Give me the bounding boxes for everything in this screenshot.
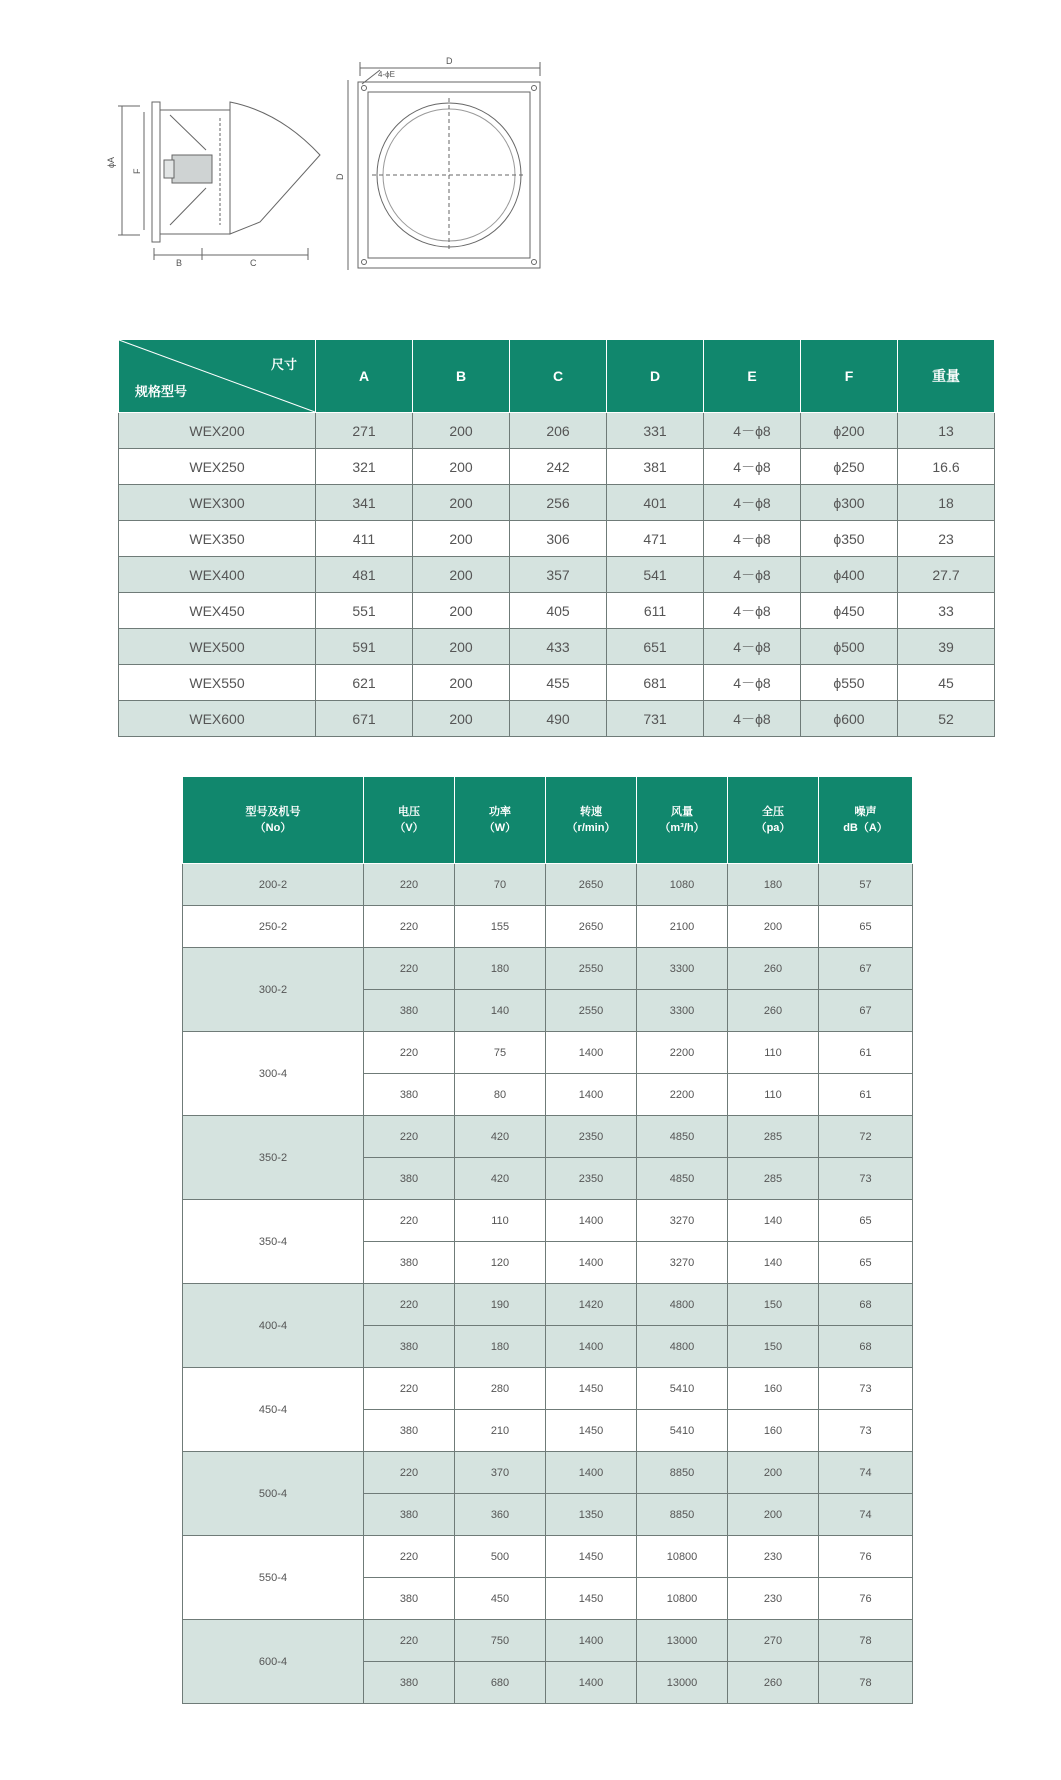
table-cell: 4－ϕ8 [704, 593, 801, 629]
table-cell: 65 [819, 1242, 913, 1284]
table-row [119, 449, 995, 485]
side-view [118, 102, 320, 260]
label-f: F [132, 168, 142, 174]
model-cell: 450-4 [183, 1368, 364, 1452]
table-cell: 74 [819, 1452, 913, 1494]
table-cell: 65 [819, 906, 913, 948]
model-cell: 500-4 [183, 1452, 364, 1536]
table-cell: 380 [364, 1410, 455, 1452]
table-cell: 67 [819, 990, 913, 1032]
dimension-header-row [119, 340, 995, 413]
table-cell: 4－ϕ8 [704, 521, 801, 557]
model-cell: 600-4 [183, 1620, 364, 1704]
dimension-corner-header [119, 340, 316, 413]
table-cell: 380 [364, 1242, 455, 1284]
table-cell: 450 [455, 1578, 546, 1620]
performance-col-speed: 转速 （r/min） [546, 777, 637, 864]
table-cell: 481 [316, 557, 413, 593]
dimension-col-c: C [510, 340, 607, 413]
table-cell: 591 [316, 629, 413, 665]
table-cell: 57 [819, 864, 913, 906]
table-cell: 220 [364, 1284, 455, 1326]
table-row [183, 1032, 913, 1074]
table-cell: 140 [728, 1200, 819, 1242]
table-cell: 420 [455, 1158, 546, 1200]
table-cell: ϕ400 [801, 557, 898, 593]
table-cell: 242 [510, 449, 607, 485]
table-cell: 80 [455, 1074, 546, 1116]
table-cell: 2200 [637, 1074, 728, 1116]
table-cell: ϕ300 [801, 485, 898, 521]
table-cell: 2200 [637, 1032, 728, 1074]
table-cell: 360 [455, 1494, 546, 1536]
table-cell: 110 [728, 1074, 819, 1116]
table-cell: 140 [455, 990, 546, 1032]
motor-body [172, 155, 212, 183]
table-cell: 1400 [546, 1620, 637, 1662]
table-cell: 72 [819, 1116, 913, 1158]
table-cell: 220 [364, 906, 455, 948]
table-cell: 1400 [546, 1326, 637, 1368]
front-view [348, 62, 540, 270]
table-row [183, 906, 913, 948]
table-cell: 750 [455, 1620, 546, 1662]
model-cell: WEX350 [119, 521, 316, 557]
blade-top [170, 115, 206, 150]
table-cell: 380 [364, 1578, 455, 1620]
dimension-col-weight: 重量 [898, 340, 995, 413]
table-cell: 3270 [637, 1200, 728, 1242]
table-cell: 611 [607, 593, 704, 629]
dimension-col-d: D [607, 340, 704, 413]
table-cell: 16.6 [898, 449, 995, 485]
table-cell: 220 [364, 1116, 455, 1158]
table-cell: 230 [728, 1578, 819, 1620]
dimension-col-e: E [704, 340, 801, 413]
table-cell: 321 [316, 449, 413, 485]
table-cell: 380 [364, 990, 455, 1032]
table-cell: 220 [364, 1452, 455, 1494]
table-cell: 500 [455, 1536, 546, 1578]
table-cell: 160 [728, 1368, 819, 1410]
table-cell: 200 [413, 701, 510, 737]
performance-col-voltage: 电压 （V） [364, 777, 455, 864]
model-cell: 300-4 [183, 1032, 364, 1116]
table-cell: 61 [819, 1074, 913, 1116]
table-cell: 110 [728, 1032, 819, 1074]
table-cell: 200 [728, 1452, 819, 1494]
table-cell: 420 [455, 1116, 546, 1158]
table-cell: 220 [364, 1032, 455, 1074]
model-cell: WEX600 [119, 701, 316, 737]
table-cell: 70 [455, 864, 546, 906]
table-cell: 357 [510, 557, 607, 593]
table-cell: 220 [364, 1200, 455, 1242]
model-cell: 350-4 [183, 1200, 364, 1284]
table-row [119, 521, 995, 557]
table-cell: 2550 [546, 990, 637, 1032]
label-c: C [250, 258, 257, 268]
model-cell: 550-4 [183, 1536, 364, 1620]
table-cell: 4－ϕ8 [704, 413, 801, 449]
table-cell: 4－ϕ8 [704, 701, 801, 737]
dimension-table [118, 339, 995, 737]
table-row [183, 1200, 913, 1242]
front-flange [152, 102, 160, 242]
table-cell: 200 [413, 557, 510, 593]
table-cell: 180 [455, 948, 546, 990]
table-row [183, 1116, 913, 1158]
mount-hole-br [532, 260, 537, 265]
table-cell: 210 [455, 1410, 546, 1452]
table-cell: 2350 [546, 1116, 637, 1158]
table-row [183, 1452, 913, 1494]
table-cell: 306 [510, 521, 607, 557]
dimension-col-b: B [413, 340, 510, 413]
model-cell: WEX400 [119, 557, 316, 593]
table-cell: 23 [898, 521, 995, 557]
model-cell: WEX550 [119, 665, 316, 701]
table-cell: 200 [413, 413, 510, 449]
table-row [183, 1620, 913, 1662]
table-cell: 76 [819, 1536, 913, 1578]
table-cell: 150 [728, 1284, 819, 1326]
table-cell: 1400 [546, 1032, 637, 1074]
mount-hole-tr [532, 86, 537, 91]
performance-header-row [183, 777, 913, 864]
table-cell: 331 [607, 413, 704, 449]
table-cell: 200 [728, 1494, 819, 1536]
dimension-col-f: F [801, 340, 898, 413]
model-cell: 250-2 [183, 906, 364, 948]
table-row [119, 485, 995, 521]
table-cell: 381 [607, 449, 704, 485]
table-cell: 3300 [637, 948, 728, 990]
table-row [183, 948, 913, 990]
table-cell: 140 [728, 1242, 819, 1284]
table-cell: 73 [819, 1368, 913, 1410]
table-row [119, 413, 995, 449]
table-cell: 455 [510, 665, 607, 701]
table-cell: 73 [819, 1410, 913, 1452]
table-cell: 1400 [546, 1200, 637, 1242]
table-cell: 380 [364, 1662, 455, 1704]
table-cell: 260 [728, 948, 819, 990]
label-b: B [176, 258, 183, 268]
table-cell: 405 [510, 593, 607, 629]
performance-col-pressure: 全压 （pa） [728, 777, 819, 864]
table-cell: 731 [607, 701, 704, 737]
table-cell: 200 [413, 485, 510, 521]
label-d-top: D [446, 56, 453, 66]
table-cell: ϕ200 [801, 413, 898, 449]
table-cell: 271 [316, 413, 413, 449]
table-cell: 110 [455, 1200, 546, 1242]
table-cell: 200 [413, 449, 510, 485]
table-row [119, 701, 995, 737]
table-cell: 380 [364, 1494, 455, 1536]
table-row [119, 665, 995, 701]
dimension-table-body [119, 413, 995, 737]
table-cell: 65 [819, 1200, 913, 1242]
table-cell: 671 [316, 701, 413, 737]
table-cell: 13000 [637, 1620, 728, 1662]
table-cell: 1350 [546, 1494, 637, 1536]
table-cell: 4－ϕ8 [704, 449, 801, 485]
table-cell: 1400 [546, 1662, 637, 1704]
table-cell: 13000 [637, 1662, 728, 1704]
performance-table-body [183, 864, 913, 1704]
table-row [183, 1536, 913, 1578]
model-cell: WEX200 [119, 413, 316, 449]
model-cell: 200-2 [183, 864, 364, 906]
performance-col-airflow: 风量 （m³/h） [637, 777, 728, 864]
table-cell: 3270 [637, 1242, 728, 1284]
table-cell: ϕ500 [801, 629, 898, 665]
table-cell: 220 [364, 1536, 455, 1578]
table-cell: 45 [898, 665, 995, 701]
table-row [119, 593, 995, 629]
table-cell: 74 [819, 1494, 913, 1536]
table-cell: 341 [316, 485, 413, 521]
table-cell: ϕ450 [801, 593, 898, 629]
table-cell: 1400 [546, 1242, 637, 1284]
table-cell: 2650 [546, 906, 637, 948]
corner-diagonal [119, 340, 315, 412]
drawing-svg [106, 50, 560, 290]
table-cell: 280 [455, 1368, 546, 1410]
performance-col-noise: 噪声 dB（A） [819, 777, 913, 864]
table-cell: 220 [364, 948, 455, 990]
table-cell: 78 [819, 1662, 913, 1704]
label-phi-a: ϕA [106, 156, 116, 168]
table-row [183, 1284, 913, 1326]
table-cell: 4850 [637, 1116, 728, 1158]
table-cell: 285 [728, 1158, 819, 1200]
table-cell: 4－ϕ8 [704, 665, 801, 701]
table-cell: 621 [316, 665, 413, 701]
mount-hole-bl [362, 260, 367, 265]
table-row [119, 557, 995, 593]
table-cell: 76 [819, 1578, 913, 1620]
table-cell: 8850 [637, 1494, 728, 1536]
table-cell: ϕ550 [801, 665, 898, 701]
model-cell: WEX450 [119, 593, 316, 629]
table-cell: 200 [413, 629, 510, 665]
table-cell: 411 [316, 521, 413, 557]
table-cell: 651 [607, 629, 704, 665]
performance-col-model: 型号及机号 （No） [183, 777, 364, 864]
motor-cap [164, 160, 174, 178]
table-cell: 370 [455, 1452, 546, 1494]
table-cell: 433 [510, 629, 607, 665]
table-cell: 2550 [546, 948, 637, 990]
table-cell: 8850 [637, 1452, 728, 1494]
table-cell: 200 [413, 521, 510, 557]
table-cell: 3300 [637, 990, 728, 1032]
table-cell: 190 [455, 1284, 546, 1326]
table-cell: 541 [607, 557, 704, 593]
table-cell: 1450 [546, 1578, 637, 1620]
table-cell: 5410 [637, 1410, 728, 1452]
table-cell: 2650 [546, 864, 637, 906]
table-cell: 52 [898, 701, 995, 737]
size-label: 尺寸 [270, 357, 297, 372]
table-cell: 401 [607, 485, 704, 521]
label-d-side: D [335, 173, 345, 180]
table-cell: 180 [455, 1326, 546, 1368]
table-cell: 1400 [546, 1452, 637, 1494]
fan-technical-drawing [106, 50, 560, 290]
table-cell: 220 [364, 864, 455, 906]
model-cell: WEX300 [119, 485, 316, 521]
table-row [119, 629, 995, 665]
label-e: 4-ϕE [378, 70, 395, 79]
table-cell: 1080 [637, 864, 728, 906]
table-cell: ϕ250 [801, 449, 898, 485]
table-cell: 285 [728, 1116, 819, 1158]
table-cell: 680 [455, 1662, 546, 1704]
table-cell: 206 [510, 413, 607, 449]
table-cell: 220 [364, 1620, 455, 1662]
table-cell: ϕ350 [801, 521, 898, 557]
table-cell: 260 [728, 990, 819, 1032]
model-cell: 300-2 [183, 948, 364, 1032]
hood-cowl [230, 102, 320, 234]
table-cell: 27.7 [898, 557, 995, 593]
table-cell: 2350 [546, 1158, 637, 1200]
table-cell: 13 [898, 413, 995, 449]
table-cell: 5410 [637, 1368, 728, 1410]
table-cell: 1450 [546, 1368, 637, 1410]
table-cell: 380 [364, 1158, 455, 1200]
table-cell: 380 [364, 1074, 455, 1116]
table-cell: 4800 [637, 1326, 728, 1368]
performance-table [182, 776, 913, 1704]
table-cell: 61 [819, 1032, 913, 1074]
model-label: 规格型号 [135, 384, 188, 399]
performance-col-power: 功率 （W） [455, 777, 546, 864]
model-cell: 400-4 [183, 1284, 364, 1368]
table-cell: 73 [819, 1158, 913, 1200]
table-cell: 4－ϕ8 [704, 629, 801, 665]
table-cell: 68 [819, 1326, 913, 1368]
model-cell: WEX250 [119, 449, 316, 485]
table-cell: 180 [728, 864, 819, 906]
table-cell: 155 [455, 906, 546, 948]
table-row [183, 864, 913, 906]
table-cell: 10800 [637, 1536, 728, 1578]
table-cell: 150 [728, 1326, 819, 1368]
table-cell: 1420 [546, 1284, 637, 1326]
table-cell: 270 [728, 1620, 819, 1662]
dimension-col-a: A [316, 340, 413, 413]
table-cell: 1450 [546, 1536, 637, 1578]
table-cell: 18 [898, 485, 995, 521]
table-cell: 39 [898, 629, 995, 665]
table-cell: 230 [728, 1536, 819, 1578]
table-row [183, 1368, 913, 1410]
table-cell: 220 [364, 1368, 455, 1410]
table-cell: 4－ϕ8 [704, 557, 801, 593]
table-cell: 10800 [637, 1578, 728, 1620]
blade-bottom [170, 188, 206, 225]
table-cell: 67 [819, 948, 913, 990]
table-cell: 551 [316, 593, 413, 629]
table-cell: 4850 [637, 1158, 728, 1200]
table-cell: 4800 [637, 1284, 728, 1326]
table-cell: 256 [510, 485, 607, 521]
model-cell: 350-2 [183, 1116, 364, 1200]
model-cell: WEX500 [119, 629, 316, 665]
table-cell: 200 [728, 906, 819, 948]
table-cell: ϕ600 [801, 701, 898, 737]
table-cell: 78 [819, 1620, 913, 1662]
table-cell: 33 [898, 593, 995, 629]
table-cell: 4－ϕ8 [704, 485, 801, 521]
mount-hole-tl [362, 86, 367, 91]
table-cell: 681 [607, 665, 704, 701]
table-cell: 2100 [637, 906, 728, 948]
table-cell: 75 [455, 1032, 546, 1074]
table-cell: 200 [413, 665, 510, 701]
table-cell: 380 [364, 1326, 455, 1368]
table-cell: 160 [728, 1410, 819, 1452]
table-cell: 471 [607, 521, 704, 557]
table-cell: 68 [819, 1284, 913, 1326]
table-cell: 120 [455, 1242, 546, 1284]
table-cell: 260 [728, 1662, 819, 1704]
table-cell: 1450 [546, 1410, 637, 1452]
table-cell: 490 [510, 701, 607, 737]
table-cell: 200 [413, 593, 510, 629]
table-cell: 1400 [546, 1074, 637, 1116]
